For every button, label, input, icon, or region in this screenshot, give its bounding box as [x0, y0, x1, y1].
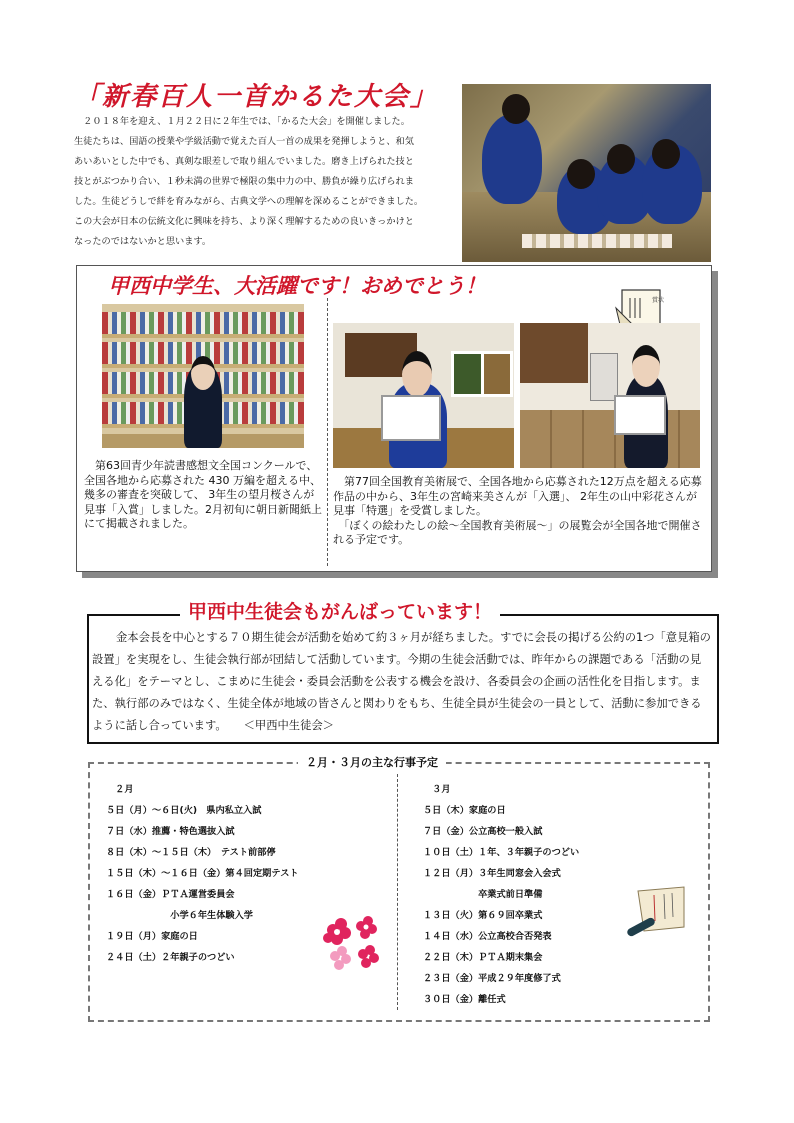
schedule-item: ２月	[106, 784, 134, 795]
student-council-text: 金本会長を中心とする７０期生徒会が活動を始めて約３ヶ月が経ちました。すでに会長の掲げる公約の1つ「意見箱の設置」を実現をし、生徒会執行部が団結して活動しています。今期の生徒会活動では、昨年からの課題である「活動の見える化」をテーマとし、こまめに生徒会・委員会活動を公表する機会を設け、各委員会の企画の活性化を目指します。また、執行部のみではなく、生徒全体が地域の皆さんと関わりをもち、生徒全員が生徒会の一員として、活動に参加できるように話し合っています。 ＜甲西中生徒会＞	[92, 631, 711, 732]
schedule-item: ３月	[423, 784, 451, 795]
karuta-line: あいあいとした中でも、真剣な眼差しで取り組んでいました。磨き上げられた技と	[74, 156, 414, 167]
karuta-line: した。生徒どうしで絆を育みながら、古典文学への理解を深めることができました。	[74, 196, 424, 207]
karuta-line: なったのではないかと思います。	[74, 236, 212, 247]
schedule-item: １２日（月）３年生同窓会入会式	[423, 868, 561, 879]
schedule-item: ７日（水）推薦・特色選抜入試	[106, 826, 235, 837]
schedule-item: ２２日（木）ＰＴＡ期末集会	[423, 952, 543, 963]
schedule-item: １４日（水）公立高校合否発表	[423, 931, 552, 942]
schedule-item: １６日（金）ＰＴＡ運営委員会	[106, 889, 235, 900]
art-award-text	[333, 475, 707, 548]
awards-divider	[327, 298, 328, 566]
schedule-divider	[397, 774, 398, 1010]
karuta-line: 生徒たちは、国語の授業や学級活動で覚えた百人一首の成果を発揮しようと、和気	[74, 136, 414, 147]
karuta-line: 技とがぶつかり合い、１秒未満の世界で極限の集中力の中、勝負が繰り広げられま	[74, 176, 414, 187]
karuta-line: この大会が日本の伝統文化に興味を持ち、より深く理解するための良いきっかけと	[74, 216, 414, 227]
schedule-item: １０日（土）１年、３年親子のつどい	[423, 847, 580, 858]
schedule-item: ７日（金）公立高校一般入試	[423, 826, 543, 837]
karuta-line: ２０１８年を迎え、１月２２日に２年生では、「かるた大会」を開催しました。	[74, 116, 410, 127]
art-award-paragraph: 第77回全国教育美術展で、全国各地から応募された12万点を超える応募作品の中から、3年生の宮崎来美さんが「入選」、 2年生の山中彩花さんが見事「特選」を受賞しました。	[333, 475, 702, 517]
schedule-item: ２４日（土）２年親子のつどい	[106, 952, 235, 963]
karuta-photo	[462, 84, 711, 262]
schedule-item: ５日（月）～６日(火) 県内私立入試	[106, 805, 262, 816]
february-schedule	[106, 779, 299, 968]
certificate-label: 賞状	[652, 297, 664, 304]
schedule-item: ２３日（金）平成２９年度修了式	[423, 973, 561, 984]
karuta-article	[74, 112, 459, 252]
schedule-item: ３０日（金）離任式	[423, 994, 506, 1005]
plum-blossom-icon	[315, 910, 385, 974]
art-award-paragraph: 「ぼくの絵わたしの絵～全国教育美術展～」の展覧会が全国各地で開催される予定です。	[333, 518, 702, 546]
schedule-item: 卒業式前日準備	[423, 889, 543, 900]
schedule-item: １５日（木）～１６日（金）第４回定期テスト	[106, 868, 299, 879]
schedule-item: ８日（木）～１５日（木） テスト前部停	[106, 847, 276, 858]
schedule-title: ２月・３月の主な行事予定	[298, 754, 446, 770]
schedule-item: ５日（木）家庭の日	[423, 805, 506, 816]
march-schedule	[423, 779, 579, 1010]
awards-title: 甲西中学生、大活躍です！おめでとう！	[108, 274, 486, 298]
art-award-photo-2	[520, 323, 700, 468]
diploma-scroll-icon	[624, 883, 688, 945]
reading-award-text: 第63回青少年読書感想文全国コンクールで、全国各地から応募された 430 万編を超える中、幾多の審査を突破して、 3年生の望月桜さんが見事「入賞」しました。2月初旬に朝日新聞紙上にて掲載されました。	[84, 459, 322, 530]
schedule-item: 小学６年生体験入学	[106, 910, 253, 921]
reading-award-photo	[102, 304, 304, 448]
karuta-title: 「新春百人一首かるた大会」	[74, 82, 439, 112]
art-award-photo-1	[333, 323, 514, 468]
schedule-item: １３日（火）第６９回卒業式	[423, 910, 543, 921]
student-council-title: 甲西中生徒会もがんばっています！	[180, 597, 500, 624]
schedule-item: １９日（月）家庭の日	[106, 931, 198, 942]
